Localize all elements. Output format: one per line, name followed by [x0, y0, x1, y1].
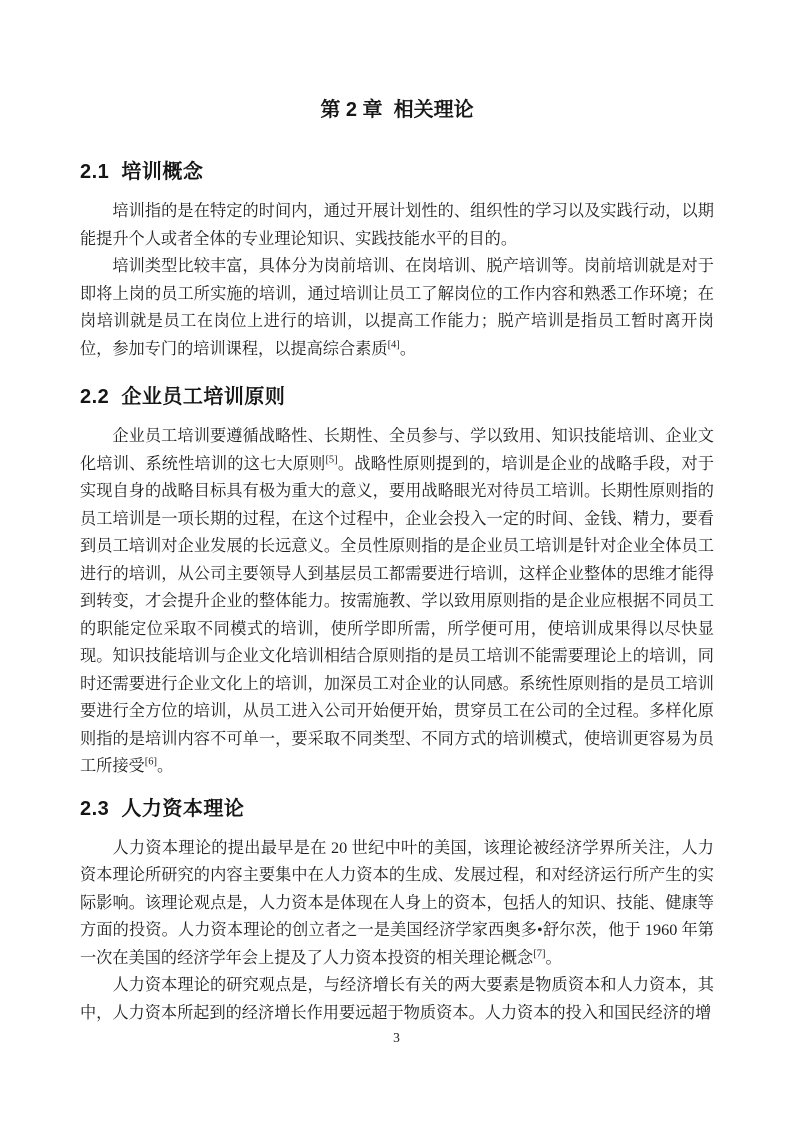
section-human-capital-theory — [80, 795, 714, 1028]
citation-ref: [6] — [144, 756, 157, 768]
section-training-concept — [80, 158, 714, 363]
section-heading-2-3: 2.3 人力资本理论 — [80, 797, 245, 820]
citation-ref: [4] — [387, 339, 400, 351]
paragraph: 企业员工培训要遵循战略性、长期性、全员参与、学以致用、知识技能培训、企业文化培训、系统性培训的这七大原则[5]。战略性原则提到的，培训是企业的战略手段，对于实现自身的战略目标具有极为重大的意义，要用战略眼光对待员工培训。长期性原则指的员工培训是一项长期的过程，在这个过程中，企业会投入一定的时间、金钱、精力，要看到员工培训对企业发展的长远意义。全员性原则指的是企业员工培训是针对企业全体员工进行的培训，从公司主要领导人到基层员工都需要进行培训，这样企业整体的思维才能得到转变，才会提升企业的整体能力。按需施教、学以致用原则指的是企业应根据不同员工的职能定位采取不同模式的培训，使所学即所需，所学便可用，使培训成果得以尽快显现。知识技能培训与企业文化培训相结合原则指的是员工培训不能需要理论上的培训，同时还需要进行企业文化上的培训，加深员工对企业的认同感。系统性原则指的是员工培训要进行全方位的培训，从员工进入公司开始便开始，贯穿员工在公司的全过程。多样化原则指的是培训内容不可单一，要采取不同类型、不同方式的培训模式，使培训更容易为员工所接受[6]。 — [80, 427, 715, 775]
section-heading-2-2: 2.2 企业员工培训原则 — [80, 386, 286, 408]
page-number: 3 — [393, 1030, 400, 1045]
section-training-principles — [80, 383, 714, 781]
paragraph: 培训类型比较丰富，具体分为岗前培训、在岗培训、脱产培训等。岗前培训就是对于即将上岗的员工所实施的培训，通过培训让员工了解岗位的工作内容和熟悉工作环境；在岗培训就是员工在岗位上进行的培训，以提高工作能力；脱产培训是指员工暂时离开岗位，参加专门的培训课程，以提高综合素质[4]。 — [80, 257, 714, 358]
section-heading-2-1: 2.1 培训概念 — [80, 161, 204, 183]
paragraph: 人力资本理论的研究观点是，与经济增长有关的两大要素是物质资本和人力资本，其中，人力资本所起到的经济增长作用要远超于物质资本。人力资本的投入和国民经济的增 — [80, 976, 714, 1022]
citation-ref: [5] — [325, 454, 338, 466]
paragraph: 人力资本理论的提出最早是在 20 世纪中叶的美国，该理论被经济学界所关注，人力资本理论所研究的内容主要集中在人力资本的生成、发展过程，和对经济运行所产生的实际影响。该理论观点是，人力资本是体现在人身上的资本，包括人的知识、技能、健康等方面的投资。人力资本理论的创立者之一是美国经济学家西奥多•舒尔茨，他于 1960 年第一次在美国的经济学年会上提及了人力资本投资的相关理论概念[7]。 — [80, 838, 714, 967]
paragraph: 培训指的是在特定的时间内，通过开展计划性的、组织性的学习以及实践行动，以期能提升个人或者全体的专业理论知识、实践技能水平的目的。 — [80, 202, 714, 248]
citation-ref: [7] — [533, 948, 546, 960]
chapter-title: 第 2 章 相关理论 — [320, 99, 474, 121]
page-content — [80, 0, 714, 1027]
